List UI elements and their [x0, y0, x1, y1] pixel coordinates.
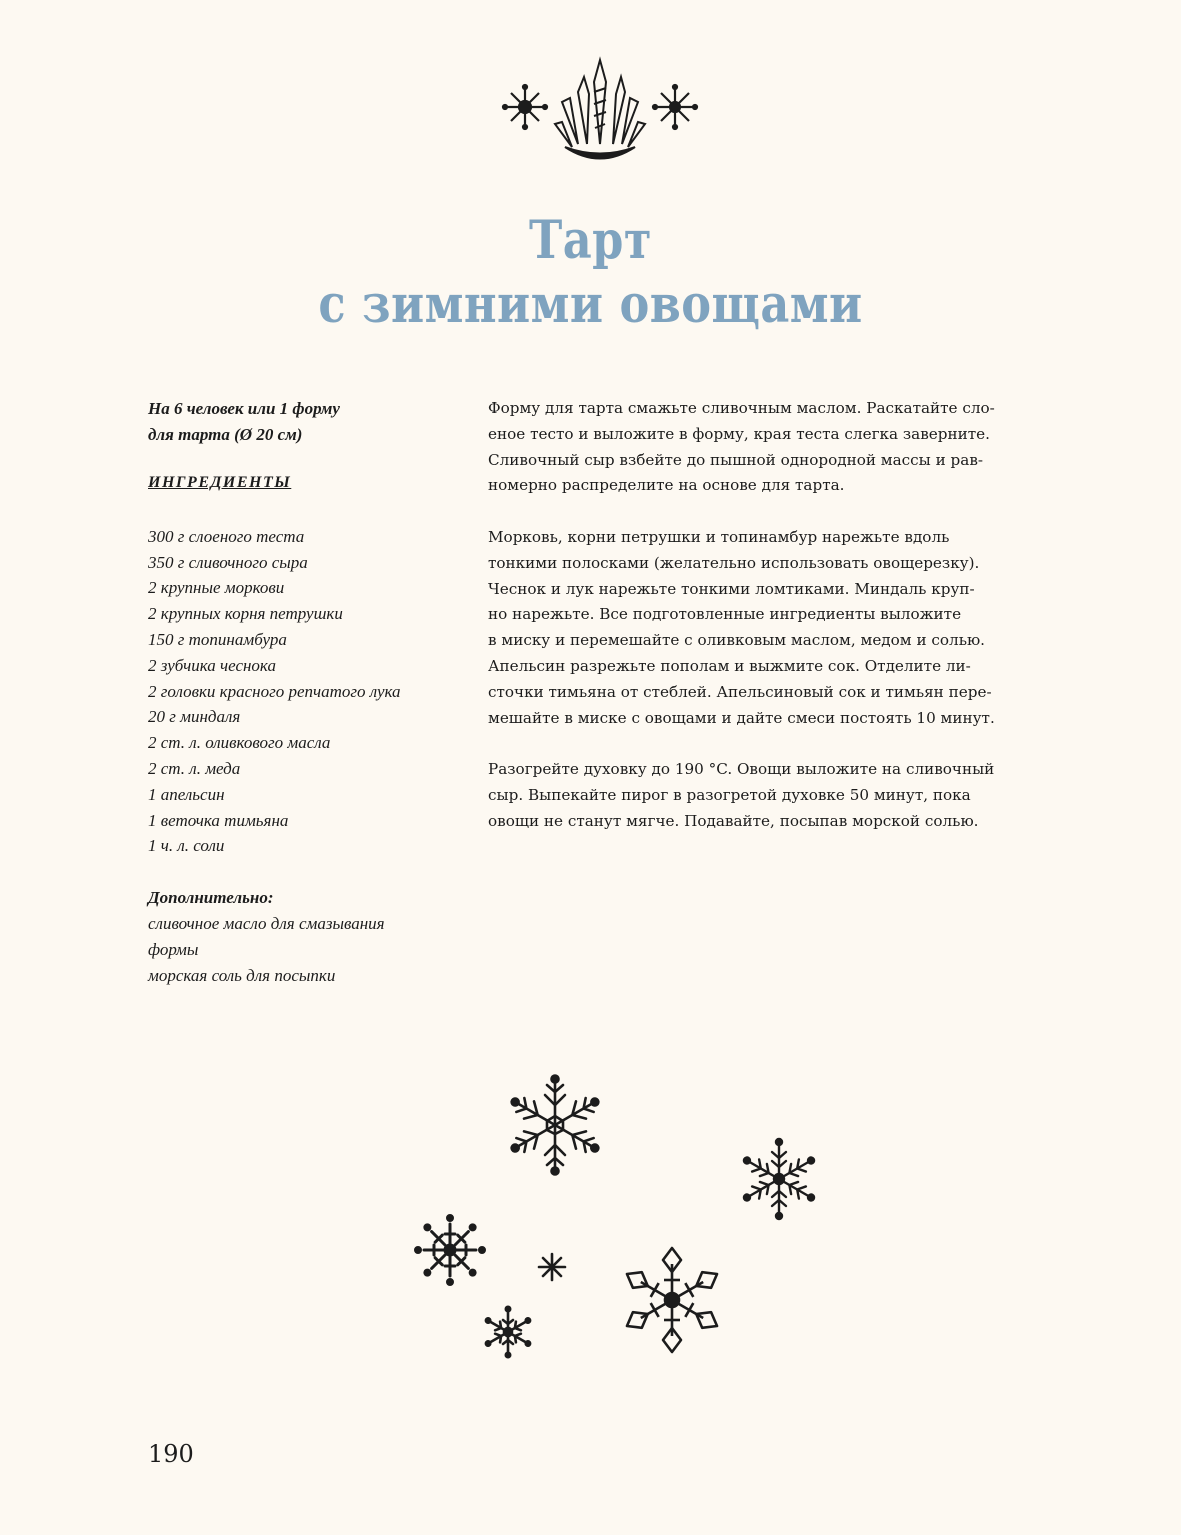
instruction-line: Разогрейте духовку до 190 °C. Овощи выложите на сливочный [488, 760, 995, 779]
candle-crown-ornament [490, 52, 710, 172]
instruction-line: Чеснок и лук нарежьте тонкими ломтиками. Миндаль круп- [488, 579, 975, 598]
ingredient-item: 1 апельсин [148, 784, 225, 804]
servings-line-1: На 6 человек или 1 форму [148, 399, 340, 418]
snowflake-icon [503, 85, 547, 129]
ingredient-item: 1 ч. л. соли [148, 836, 225, 856]
instruction-line: мешайте в миске с овощами и дайте смеси постоять 10 минут. [488, 708, 995, 727]
additional-item: морская соль для посыпки [148, 965, 336, 985]
instructions-column [488, 396, 1058, 860]
ingredient-item: 20 г миндаля [148, 707, 241, 727]
additional-heading: Дополнительно: [148, 888, 274, 908]
ingredients-heading: ИНГРЕДИЕНТЫ [148, 474, 292, 491]
ingredient-item: 2 ст. л. оливкового масла [148, 733, 331, 753]
instruction-line: овощи не станут мягче. Подавайте, посыпав морской солью. [488, 811, 979, 830]
snowflake-icon [653, 85, 697, 129]
candle-crown-icon [555, 60, 645, 159]
instruction-paragraph-3 [488, 757, 1058, 834]
ingredients-list [148, 524, 468, 859]
additional-item: формы [148, 939, 199, 959]
snowflake-icon [535, 1250, 569, 1284]
instruction-line: еное тесто и выложите в форму, края теста слегка заверните. [488, 424, 990, 443]
recipe-title [0, 212, 1181, 334]
snowflake-icon [412, 1212, 488, 1288]
instruction-line: номерно распределите на основе для тарта. [488, 476, 845, 495]
instruction-paragraph-2 [488, 525, 1058, 731]
snowflake-icon [500, 1070, 610, 1180]
additional-list [148, 911, 468, 988]
instruction-line: Апельсин разрежьте пополам и выжмите сок. Отделите ли- [488, 656, 971, 675]
snowflake-icon [738, 1138, 820, 1220]
instruction-line: Сливочный сыр взбейте до пышной однородной массы и рав- [488, 450, 984, 469]
page-number: 190 [148, 1440, 194, 1468]
instruction-line: сыр. Выпекайте пирог в разогретой духовке 50 минут, пока [488, 785, 971, 804]
servings-note [148, 396, 468, 448]
additional-item: сливочное масло для смазывания [148, 913, 385, 933]
instruction-line: но нарежьте. Все подготовленные ингредиенты выложите [488, 605, 962, 624]
ingredient-item: 350 г сливочного сыра [148, 552, 308, 572]
ingredient-item: 2 зубчика чеснока [148, 655, 276, 675]
ingredient-item: 2 ст. л. меда [148, 758, 241, 778]
instruction-line: тонкими полосками (желательно использовать овощерезку). [488, 553, 980, 572]
ingredient-item: 2 крупные моркови [148, 578, 285, 598]
instruction-line: сточки тимьяна от стеблей. Апельсиновый сок и тимьян пере- [488, 682, 992, 701]
ingredient-item: 2 головки красного репчатого лука [148, 681, 401, 701]
ingredient-item: 2 крупных корня петрушки [148, 604, 343, 624]
recipe-title-line-2: с зимними овощами [318, 274, 863, 335]
servings-line-2: для тарта (Ø 20 см) [148, 425, 303, 444]
snowflake-icon [616, 1244, 728, 1356]
ingredient-item: 1 веточка тимьяна [148, 810, 289, 830]
ingredient-item: 150 г топинамбура [148, 629, 287, 649]
recipe-title-line-1: Тарт [529, 210, 652, 271]
instruction-line: Морковь, корни петрушки и топинамбур нарежьте вдоль [488, 527, 950, 546]
instruction-line: в миску и перемешайте с оливковым маслом, медом и солью. [488, 631, 986, 650]
snowflake-icon [480, 1304, 536, 1360]
instruction-line: Форму для тарта смажьте сливочным маслом. Раскатайте сло- [488, 399, 995, 417]
instruction-paragraph-1 [488, 396, 1058, 499]
ingredient-item: 300 г слоеного теста [148, 526, 305, 546]
ingredients-column [148, 396, 468, 988]
